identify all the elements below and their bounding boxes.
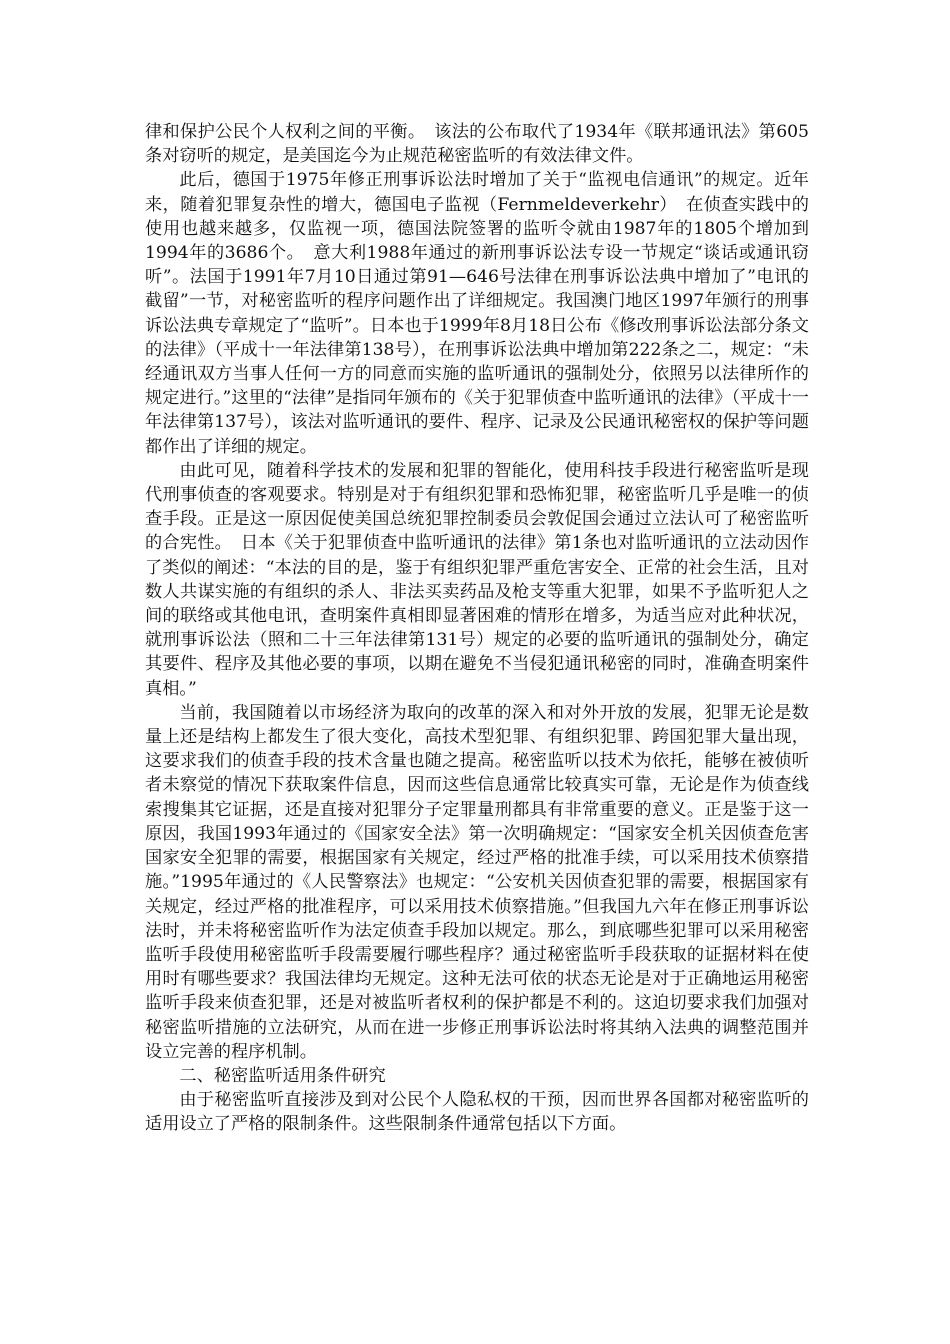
document-body (145, 120, 809, 1137)
paragraph-technology-requirement: 由此可见，随着科学技术的发展和犯罪的智能化，使用科技手段进行秘密监听是现代刑事侦查的客观要求。特别是对于有组织犯罪和恐怖犯罪，秘密监听几乎是唯一的侦查手段。正是这一原因促使美国总统犯罪控制委员会敦促国会通过立法认可了秘密监听的合宪性。 日本《关于犯罪侦查中监听通讯的法律》第1条也对监听通讯的立法动因作了类似的阐述：“本法的目的是，鉴于有组织犯罪严重危害安全、正常的社会生活，且对数人共谋实施的有组织的杀人、非法买卖药品及枪支等重大犯罪，如果不予监听犯人之间的联络或其他电讯，查明案件真相即显著困难的情形在增多，为适当应对此种状况，就刑事诉讼法（照和二十三年法律第131号）规定的必要的监听通讯的强制处分，确定其要件、程序及其他必要的事项，以期在避免不当侵犯通讯秘密的同时，准确查明案件真相。” (145, 460, 809, 699)
section-heading: 二、秘密监听适用条件研究 (179, 1065, 386, 1086)
paragraph-continuation: 律和保护公民个人权利之间的平衡。 该法的公布取代了1934年《联邦通讯法》第605条对窃听的规定，是美国迄今为止规范秘密监听的有效法律文件。 (145, 122, 809, 167)
paragraph-germany-japan-legislation: 此后，德国于1975年修正刑事诉讼法时增加了关于“监视电信通讯”的规定。近年来，随着犯罪复杂性的增大，德国电子监视（Fernmeldeverkehr） 在侦查实践中的使用也越来越多，仅监视一项，德国法院签署的监听令就由1987年的1805个增加到1994年的3686个。 意大利1988年通过的新刑事诉讼法专设一节规定“谈话或通讯窃听”。法国于1991年7月10日通过第91—646号法律在刑事诉讼法典中增加了”电讯的截留”一节，对秘密监听的程序问题作出了详细规定。我国澳门地区1997年颁行的刑事诉讼法典专章规定了“监听”。日本也于1999年8月18日公布《修改刑事诉讼法部分条文的法律》（平成十一年法律第138号），在刑事诉讼法典中增加第222条之二，规定：“未经通讯双方当事人任何一方的同意而实施的监听通讯的强制处分，依照另以法律所作的规定进行。”这里的“法律”是指同年颁布的《关于犯罪侦查中监听通讯的法律》（平成十一年法律第137号），该法对监听通讯的要件、程序、记录及公民通讯秘密权的保护等问题都作出了详细的规定。 (145, 170, 809, 457)
paragraph-conditions-intro: 由于秘密监听直接涉及到对公民个人隐私权的干预，因而世界各国都对秘密监听的适用设立了严格的限制条件。这些限制条件通常包括以下方面。 (145, 1090, 809, 1135)
paragraph-china-current-status: 当前，我国随着以市场经济为取向的改革的深入和对外开放的发展，犯罪无论是数量上还是结构上都发生了很大变化，高技术型犯罪、有组织犯罪、跨国犯罪大量出现，这要求我们的侦查手段的技术含量也随之提高。秘密监听以技术为依托，能够在被侦听者未察觉的情况下获取案件信息，因而这些信息通常比较真实可靠，无论是作为侦查线索搜集其它证据，还是直接对犯罪分子定罪量刑都具有非常重要的意义。正是鉴于这一原因，我国1993年通过的《国家安全法》第一次明确规定：“国家安全机关因侦查危害国家安全犯罪的需要，根据国家有关规定，经过严格的批准手续，可以采用技术侦察措施。”1995年通过的《人民警察法》也规定：“公安机关因侦查犯罪的需要，根据国家有关规定，经过严格的批准程序，可以采用技术侦察措施。”但我国九六年在修正刑事诉讼法时，并未将秘密监听作为法定侦查手段加以规定。那么，到底哪些犯罪可以采用秘密监听手段使用秘密监听手段需要履行哪些程序？通过秘密监听手段获取的证据材料在使用时有哪些要求？我国法律均无规定。这种无法可依的状态无论是对于正确地运用秘密监听手段来侦查犯罪，还是对被监听者权利的保护都是不利的。这迫切要求我们加强对秘密监听措施的立法研究，从而在进一步修正刑事诉讼法时将其纳入法典的调整范围并设立完善的程序机制。 (145, 702, 809, 1062)
